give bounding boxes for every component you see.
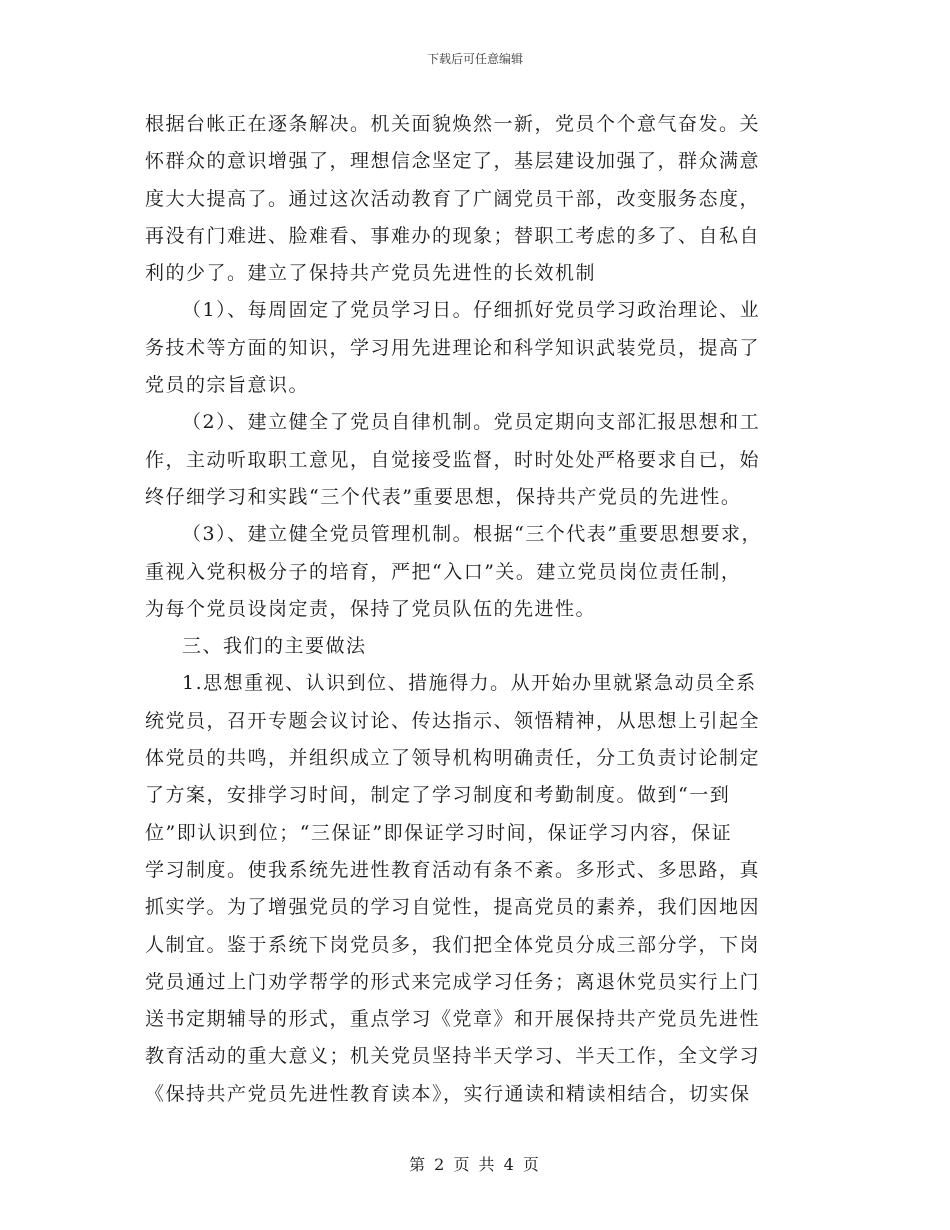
text-line: 利的少了。建立了保持共产党员先进性的长效机制 <box>145 262 597 285</box>
text-line: 怀群众的意识增强了，理想信念坚定了，基层建设加强了，群众满意 <box>145 150 761 173</box>
text-line: 党员通过上门劝学帮学的形式来完成学习任务；离退休党员实行上门 <box>145 970 761 993</box>
text-line: 终仔细学习和实践“三个代表”重要思想，保持共产党员的先进性。 <box>145 485 742 508</box>
text-line: 统党员，召开专题会议讨论、传达指示、领悟精神，从思想上引起全 <box>145 709 761 732</box>
text-line: 度大大提高了。通过这次活动教育了广阔党员干部，改变服务态度， <box>145 187 761 210</box>
text-line: 党员的宗旨意识。 <box>145 374 310 397</box>
text-line: 再没有门难进、脸难看、事难办的现象；替职工考虑的多了、自私自 <box>145 224 761 247</box>
text-line: 根据台帐正在逐条解决。机关面貌焕然一新，党员个个意气奋发。关 <box>145 113 761 135</box>
text-line: 《保持共产党员先进性教育读本》，实行通读和精读相结合，切实保 <box>145 1082 751 1105</box>
text-line: 人制宜。鉴于系统下岗党员多，我们把全体党员分成三部分学，下岗 <box>145 933 761 956</box>
text-line: 抓实学。为了增强党员的学习自觉性，提高党员的素养，我们因地因 <box>145 896 761 919</box>
text-line: 送书定期辅导的形式，重点学习《党章》和开展保持共产党员先进性 <box>145 1008 761 1031</box>
document-body <box>145 106 817 1113</box>
text-line: 教育活动的重大意义；机关党员坚持半天学习、半天工作，全文学习 <box>145 1045 761 1068</box>
text-line: （3）、建立健全党员管理机制。根据“三个代表”重要思想要求， <box>182 523 763 546</box>
text-line: 了方案，安排学习时间，制定了学习制度和考勤制度。做到“一到 <box>145 784 731 807</box>
text-line: 体党员的共鸣，并组织成立了领导机构明确责任，分工负责讨论制定 <box>145 747 761 770</box>
text-line: 1.思想重视、认识到位、措施得力。从开始办里就紧急动员全系 <box>182 672 757 695</box>
text-line: 为每个党员设岗定责，保持了党员队伍的先进性。 <box>145 597 597 620</box>
section-heading: 三、我们的主要做法 <box>182 635 367 658</box>
text-line: （2）、建立健全了党员自律机制。党员定期向支部汇报思想和工 <box>182 411 761 434</box>
text-line: （1）、每周固定了党员学习日。仔细抓好党员学习政治理论、业 <box>182 299 761 322</box>
text-line: 学习制度。使我系统先进性教育活动有条不紊。多形式、多思路，真 <box>145 858 761 881</box>
text-line: 务技术等方面的知识，学习用先进理论和科学知识武装党员，提高了 <box>145 336 761 359</box>
text-line: 作，主动听取职工意见，自觉接受监督，时时处处严格要求自已，始 <box>145 448 761 471</box>
page-number: 第 2 页 共 4 页 <box>409 1155 541 1174</box>
page-header: 下载后可任意编辑 <box>426 52 523 66</box>
text-line: 重视入党积极分子的培育，严把“入口”关。建立党员岗位责任制， <box>145 560 742 583</box>
text-line: 位”即认识到位；“三保证”即保证学习时间，保证学习内容，保证 <box>145 821 733 844</box>
